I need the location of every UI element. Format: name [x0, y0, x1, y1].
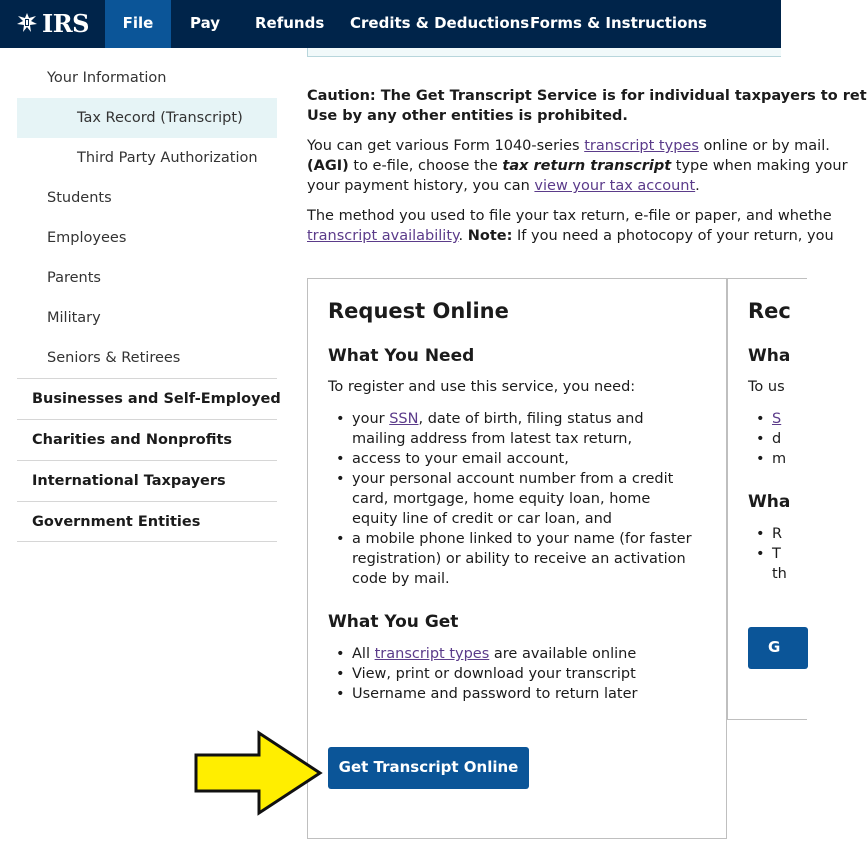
request-online-title: Request Online [328, 299, 509, 323]
main-content [307, 86, 867, 256]
sidebar-item-government[interactable]: Government Entities [17, 501, 277, 542]
info-banner-edge [307, 48, 781, 57]
mail-get-heading: Wha [748, 492, 791, 512]
view-tax-account-link[interactable]: view your tax account [534, 178, 696, 194]
sidebar-item-your-information[interactable]: Your Information [47, 70, 167, 86]
method-paragraph: The method you used to file your tax return, e-file or paper, and whethe transcript availability. Note: If you need a photocopy of your return, you [307, 208, 834, 244]
sidebar-item-parents[interactable]: Parents [47, 270, 101, 286]
list-item [748, 409, 828, 429]
caution-line: Caution: The Get Transcript Service is for individual taxpayers to ret [307, 88, 867, 104]
need-intro: To register and use this service, you need: [328, 379, 636, 395]
list-item: • m [748, 449, 828, 469]
list-item: • T th [748, 544, 828, 584]
list-item: • View, print or download your transcript [328, 664, 708, 684]
list-item: • All transcript types are available online [328, 644, 708, 664]
mail-intro: To us [748, 379, 785, 395]
need-list [328, 409, 693, 589]
sidebar-item-employees[interactable]: Employees [47, 230, 127, 246]
list-item: • Username and password to return later [328, 684, 708, 704]
ssn-link[interactable]: SSN [389, 411, 419, 427]
mail-get-list [748, 524, 828, 584]
list-item: • your personal account number from a credit card, mortgage, home equity loan, home equity line of credit or car loan, and [328, 469, 693, 529]
transcript-availability-link[interactable]: transcript availability [307, 228, 459, 244]
sidebar-item-international[interactable]: International Taxpayers [17, 460, 277, 501]
transcript-types-link[interactable]: transcript types [374, 646, 490, 662]
list-item: • R [748, 524, 828, 544]
intro-paragraph: You can get various Form 1040-series transcript types online or by mail. (AGI) to e-file, choose the tax return transcript type when making your your payment history, you can view your tax account. [307, 138, 848, 194]
sidebar-item-seniors-retirees[interactable]: Seniors & Retirees [47, 350, 181, 366]
yellow-arrow-pointer-icon [193, 730, 323, 816]
sidebar-item-tax-record[interactable]: Tax Record (Transcript) [17, 98, 277, 138]
nav-credits-deductions[interactable]: Credits & Deductions [350, 14, 530, 32]
nav-refunds[interactable]: Refunds [255, 14, 325, 32]
eagle-icon [14, 10, 40, 36]
mail-need-list [748, 409, 828, 469]
list-item: • access to your email account, [328, 449, 693, 469]
sidebar-item-businesses[interactable]: Businesses and Self-Employed [17, 378, 277, 419]
top-navigation [0, 0, 781, 48]
request-by-mail-title: Rec [748, 299, 791, 323]
caution-notice [307, 86, 867, 126]
list-item: • a mobile phone linked to your name (for faster registration) or ability to receive an activation code by mail. [328, 529, 693, 589]
mail-ssn-link[interactable]: S [772, 411, 782, 427]
get-list [328, 644, 708, 704]
list-item: • d [748, 429, 828, 449]
sidebar-item-third-party-authorization[interactable]: Third Party Authorization [77, 150, 258, 166]
sidebar-item-charities[interactable]: Charities and Nonprofits [17, 419, 277, 460]
caution-line: Use by any other entities is prohibited. [307, 108, 628, 124]
get-transcript-online-button[interactable]: Get Transcript Online [328, 747, 529, 789]
mail-need-heading: Wha [748, 346, 791, 366]
nav-forms-instructions[interactable]: Forms & Instructions [530, 14, 707, 32]
what-you-need-heading: What You Need [328, 346, 475, 366]
transcript-types-link[interactable]: transcript types [584, 138, 699, 154]
list-item: • your SSN, date of birth, filing status and mailing address from latest tax return, [328, 409, 693, 449]
get-transcript-by-mail-button[interactable]: G [748, 627, 808, 669]
sidebar-item-military[interactable]: Military [47, 310, 101, 326]
sidebar-nav [17, 58, 281, 542]
irs-logo[interactable] [14, 9, 89, 37]
logo-text: IRS [42, 8, 90, 38]
nav-pay[interactable]: Pay [190, 14, 221, 32]
nav-file[interactable]: File [105, 0, 171, 48]
sidebar-item-students[interactable]: Students [47, 190, 112, 206]
what-you-get-heading: What You Get [328, 612, 459, 632]
